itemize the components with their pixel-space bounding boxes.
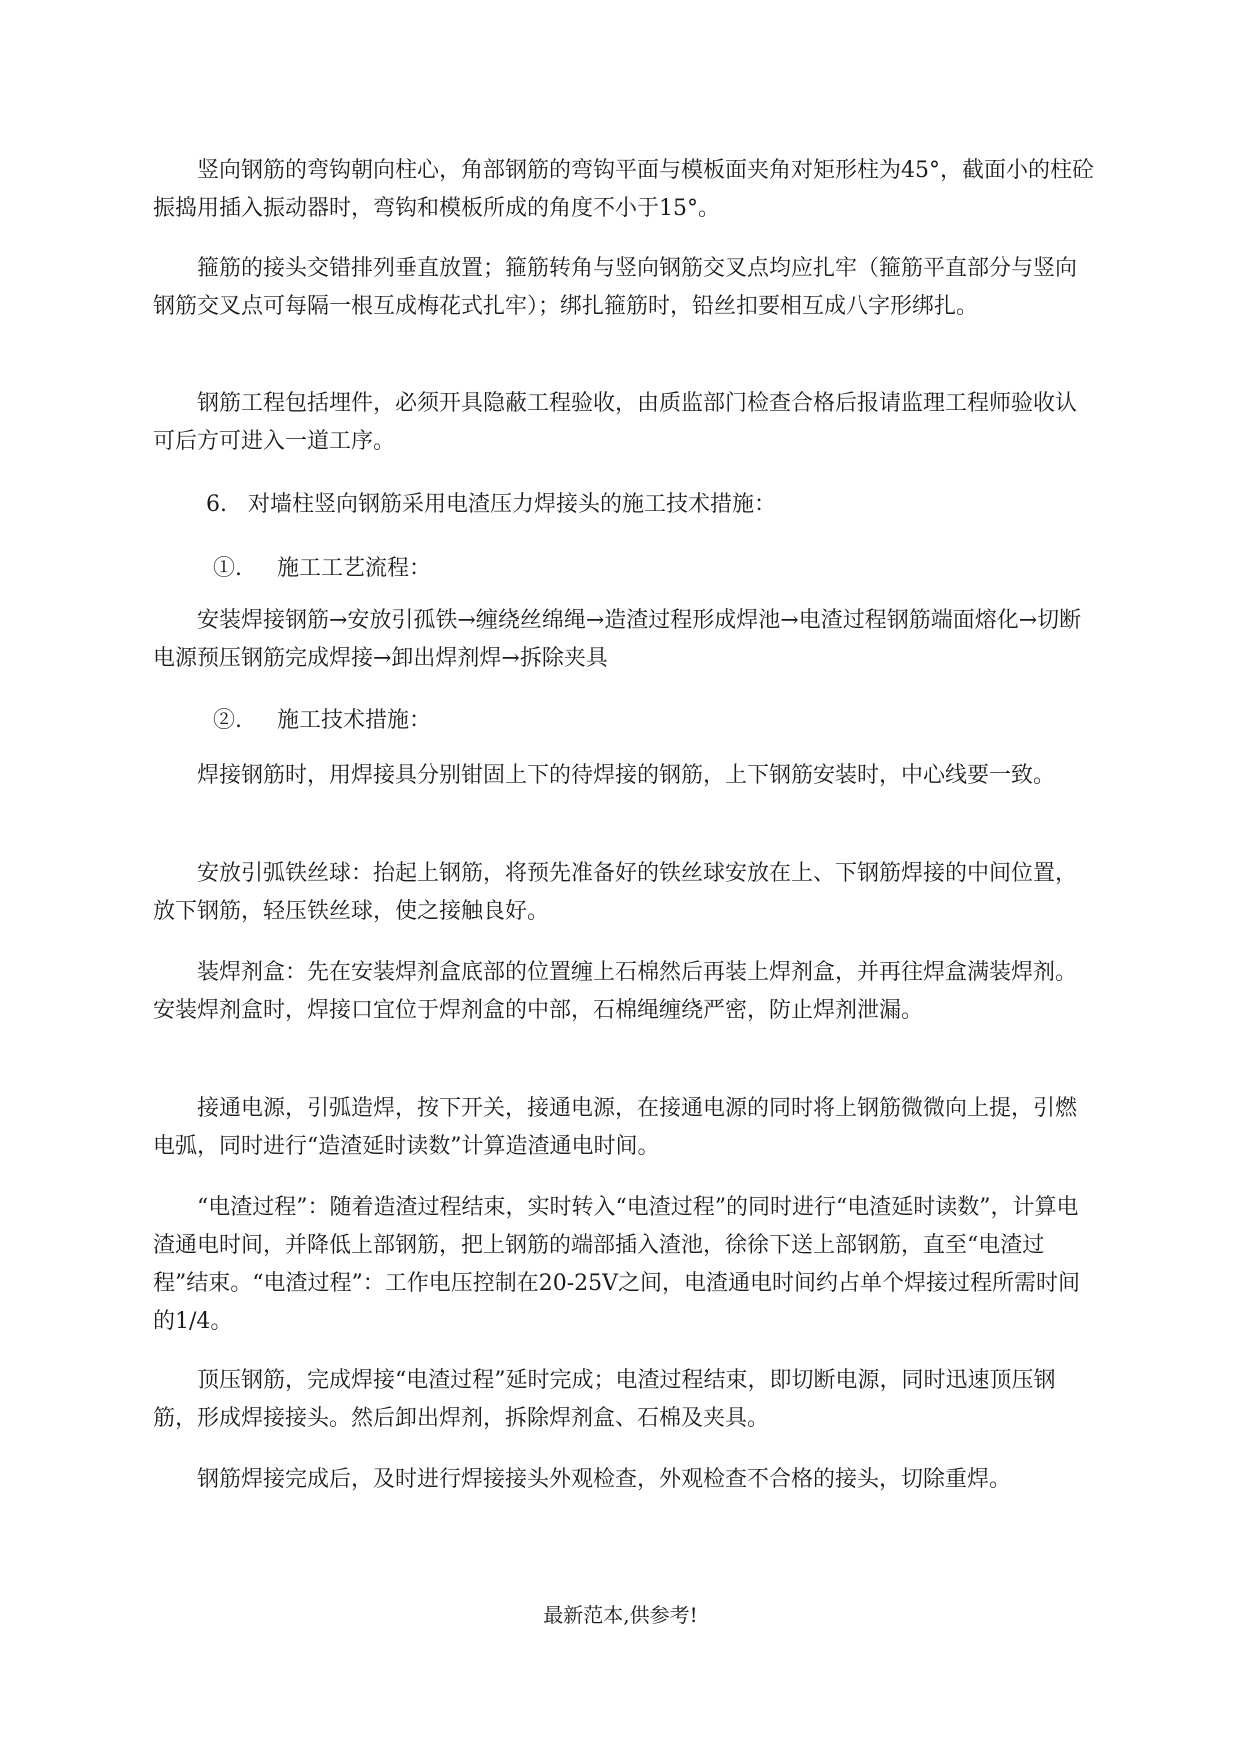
- paragraph-press-bar: 顶压钢筋，完成焊接“电渣过程”延时完成；电渣过程结束，即切断电源，同时迅速顶压钢筋，形成焊接接头。然后卸出焊剂，拆除焊剂盒、石棉及夹具。: [153, 1368, 1056, 1431]
- paragraph-flux-box: 装焊剂盒：先在安装焊剂盒底部的位置缠上石棉然后再装上焊剂盒，并再往焊盒满装焊剂。安装焊剂盒时，焊接口宜位于焊剂盒的中部，石棉绳缠绕严密，防止焊剂泄漏。: [153, 960, 1078, 1023]
- paragraph-inspection: 钢筋焊接完成后，及时进行焊接接头外观检查，外观检查不合格的接头，切除重焊。: [197, 1467, 1012, 1492]
- paragraph-arc-ball: 安放引弧铁丝球：抬起上钢筋，将预先准备好的铁丝球安放在上、下钢筋焊接的中间位置，放下钢筋，轻压铁丝球，使之接触良好。: [153, 861, 1078, 924]
- process-flow-paragraph: 安装焊接钢筋→安放引孤铁→缠绕丝绵绳→造渣过程形成焊池→电渣过程钢筋端面熔化→切断电源预压钢筋完成焊接→卸出焊剂焊→拆除夹具: [153, 608, 1082, 671]
- paragraph-power-on: 接通电源，引弧造焊，按下开关，接通电源，在接通电源的同时将上钢筋微微向上提，引燃电弧，同时进行“造渣延时读数”计算造渣通电时间。: [153, 1096, 1078, 1159]
- section-heading-6: 6. 对墙柱竖向钢筋采用电渣压力焊接头的施工技术措施：: [206, 492, 776, 517]
- paragraph-1: 竖向钢筋的弯钩朝向柱心，角部钢筋的弯钩平面与模板面夹角对矩形柱为45°，截面小的柱砼振捣用插入振动器时，弯钩和模板所成的角度不小于15°。: [153, 158, 1094, 221]
- page-footer: 最新范本,供参考!: [543, 1603, 698, 1627]
- paragraph-2: 箍筋的接头交错排列垂直放置；箍筋转角与竖向钢筋交叉点均应扎牢（箍筋平直部分与竖向钢筋交叉点可每隔一根互成梅花式扎牢）；绑扎箍筋时，铅丝扣要相互成八字形绑扎。: [153, 256, 1078, 319]
- subsection-heading-1: ①. 施工工艺流程：: [213, 556, 431, 581]
- paragraph-3: 钢筋工程包括埋件，必须开具隐蔽工程验收，由质监部门检查合格后报请监理工程师验收认可后方可进入一道工序。: [153, 391, 1078, 454]
- paragraph-electroslag: “电渣过程”：随着造渣过程结束，实时转入“电渣过程”的同时进行“电渣延时读数”，计算电渣通电时间，并降低上部钢筋，把上钢筋的端部插入渣池，徐徐下送上部钢筋，直至“电渣过程”结束。“电渣过程”：工作电压控制在20-25V之间，电渣通电时间约占单个焊接过程所需时间的1/4。: [153, 1195, 1081, 1334]
- subsection-heading-2: ②. 施工技术措施：: [213, 708, 431, 733]
- paragraph-welding-clamp: 焊接钢筋时，用焊接具分别钳固上下的待焊接的钢筋，上下钢筋安装时，中心线要一致。: [197, 763, 1056, 788]
